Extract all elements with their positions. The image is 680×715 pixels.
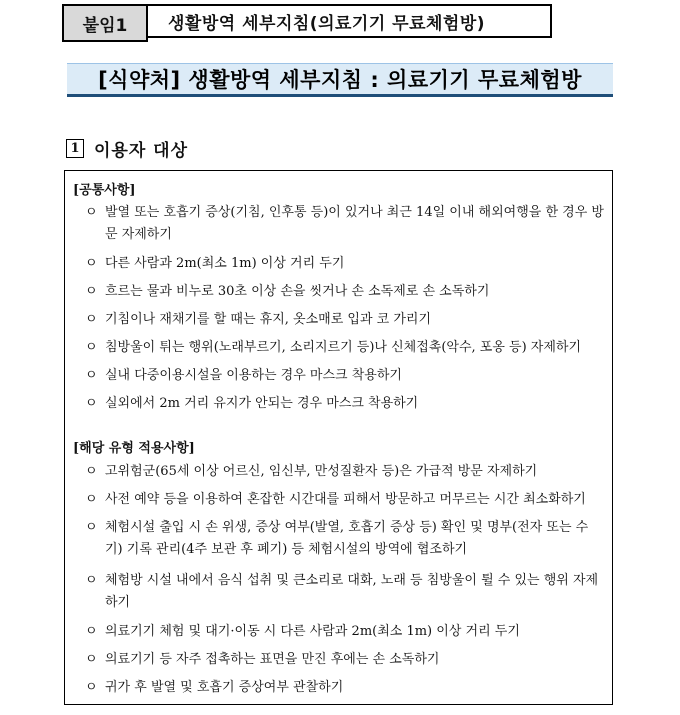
list-item: ㅇ 체험방 시설 내에서 음식 섭취 및 큰소리로 대화, 노래 등 침방울이 튈 수 있는 행위 자제하기: [85, 570, 605, 614]
list-item: ㅇ 발열 또는 호흡기 증상(기침, 인후통 등)이 있거나 최근 14일 이내 해외여행을 한 경우 방문 자제하기: [85, 202, 605, 246]
section-number: 1: [66, 139, 84, 158]
bullet-marker: ㅇ: [85, 680, 98, 695]
bullet-marker: ㅇ: [85, 573, 98, 588]
bullet-marker: ㅇ: [85, 464, 98, 479]
bullet-marker: ㅇ: [85, 340, 98, 355]
attachment-label: 붙임1: [62, 4, 148, 42]
bullet-marker: ㅇ: [85, 205, 98, 220]
list-item: ㅇ 침방울이 튀는 행위(노래부르기, 소리지르기 등)나 신체접촉(악수, 포옹 등) 자제하기: [85, 337, 605, 359]
common-group-title: [공통사항]: [73, 183, 136, 198]
bullet-marker: ㅇ: [85, 624, 98, 639]
bullet-marker: ㅇ: [85, 312, 98, 327]
bullet-marker: ㅇ: [85, 492, 98, 507]
list-item: ㅇ 고위험군(65세 이상 어르신, 임신부, 만성질환자 등)은 가급적 방문 자제하기: [85, 461, 605, 483]
attachment-title: 생활방역 세부지침(의료기기 무료체험방): [148, 4, 552, 38]
list-item: ㅇ 의료기기 체험 및 대기·이동 시 다른 사람과 2m(최소 1m) 이상 거리 두기: [85, 621, 605, 643]
list-item: ㅇ 기침이나 재채기를 할 때는 휴지, 옷소매로 입과 코 가리기: [85, 309, 605, 331]
bullet-marker: ㅇ: [85, 256, 98, 271]
guideline-box: [64, 170, 613, 705]
bullet-marker: ㅇ: [85, 396, 98, 411]
bullet-marker: ㅇ: [85, 652, 98, 667]
list-item: ㅇ 다른 사람과 2m(최소 1m) 이상 거리 두기: [85, 253, 605, 275]
list-item: ㅇ 귀가 후 발열 및 호흡기 증상여부 관찰하기: [85, 677, 605, 699]
list-item: ㅇ 체험시설 출입 시 손 위생, 증상 여부(발열, 호흡기 증상 등) 확인 및 명부(전자 또는 수기) 기록 관리(4주 보관 후 폐기) 등 체험시설의 방역에 협조하기: [85, 517, 605, 561]
section-heading: [66, 136, 188, 161]
list-item: ㅇ 흐르는 물과 비누로 30초 이상 손을 씻거나 손 소독제로 손 소독하기: [85, 281, 605, 303]
bullet-marker: ㅇ: [85, 520, 98, 535]
document-banner: [67, 63, 613, 97]
bullet-marker: ㅇ: [85, 368, 98, 383]
bullet-marker: ㅇ: [85, 284, 98, 299]
banner-title: [식약처] 생활방역 세부지침 : 의료기기 무료체험방: [98, 68, 582, 92]
specific-group-title: [해당 유형 적용사항]: [73, 441, 195, 456]
list-item: ㅇ 의료기기 등 자주 접촉하는 표면을 만진 후에는 손 소독하기: [85, 649, 605, 671]
attachment-header: [62, 4, 552, 40]
section-title: 이용자 대상: [94, 141, 189, 161]
list-item: ㅇ 실외에서 2m 거리 유지가 안되는 경우 마스크 착용하기: [85, 393, 605, 415]
list-item: ㅇ 사전 예약 등을 이용하여 혼잡한 시간대를 피해서 방문하고 머무르는 시간 최소화하기: [85, 489, 605, 511]
list-item: ㅇ 실내 다중이용시설을 이용하는 경우 마스크 착용하기: [85, 365, 605, 387]
